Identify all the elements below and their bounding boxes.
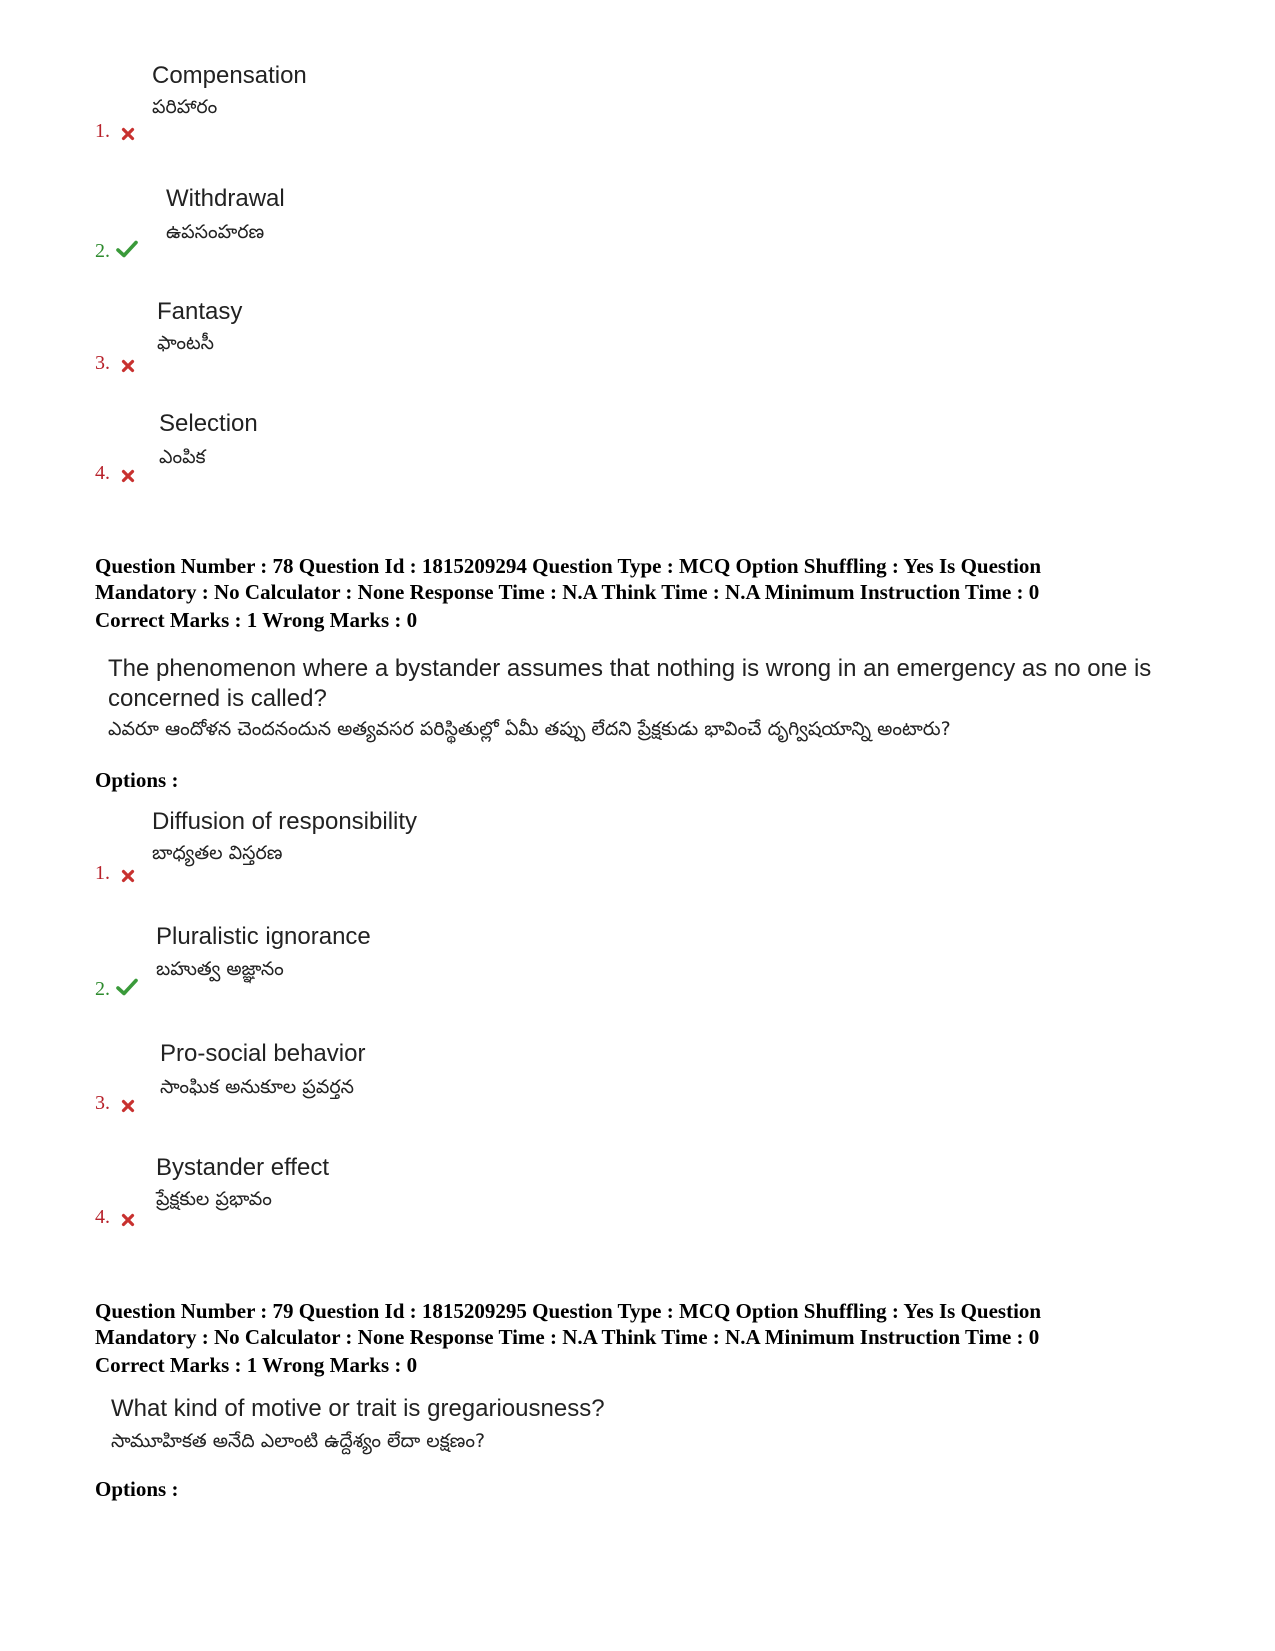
option-text-en: Diffusion of responsibility [152,808,418,835]
options-label: Options : [95,768,179,792]
option-number: 2. [95,240,110,262]
question-text-en: What kind of motive or trait is gregariousness? [111,1395,605,1422]
option-text-te: ప్రేక్షకుల ప్రభావం [156,1188,272,1210]
option-text-te: సాంఘిక అనుకూల ప్రవర్తన [160,1076,354,1098]
question-meta-line: Mandatory : No Calculator : None Response Time : N.A Think Time : N.A Minimum Instruction Time : 0 [95,580,1040,604]
cross-icon [121,469,135,483]
option-text-te: బహుత్వ అజ్ఞానం [156,958,284,980]
option-text-en: Withdrawal [166,185,285,212]
option-number: 4. [95,1206,110,1228]
cross-icon [121,1099,135,1113]
question-meta-line: Mandatory : No Calculator : None Response Time : N.A Think Time : N.A Minimum Instruction Time : 0 [95,1325,1040,1349]
option-text-te: బాధ్యతల విస్తరణ [152,842,283,864]
options-label: Options : [95,1477,179,1501]
option-number: 2. [95,978,110,1000]
option-text-te: ఎంపిక [159,446,206,468]
question-meta-line: Question Number : 78 Question Id : 1815209294 Question Type : MCQ Option Shuffling : Yes Is Question [95,554,1042,578]
option-text-en: Pro-social behavior [160,1040,366,1067]
question-marks: Correct Marks : 1 Wrong Marks : 0 [95,1353,418,1377]
question-marks: Correct Marks : 1 Wrong Marks : 0 [95,608,418,632]
question-text-te: సామూహికత అనేది ఎలాంటి ఉద్దేశ్యం లేదా లక్షణం? [111,1430,486,1452]
cross-icon [121,1213,135,1227]
option-number: 3. [95,352,110,374]
option-number: 1. [95,120,110,142]
cross-icon [121,127,135,141]
question-meta [95,553,1195,605]
option-text-te: ఫాంటసీ [157,332,215,354]
question-meta-line: Question Number : 79 Question Id : 1815209295 Question Type : MCQ Option Shuffling : Yes Is Question [95,1299,1042,1323]
question-text-en: The phenomenon where a bystander assumes that nothing is wrong in an emergency as no one is concerned is called? [108,655,1152,712]
cross-icon [121,869,135,883]
option-text-en: Bystander effect [156,1154,329,1181]
option-text-en: Fantasy [157,298,243,325]
check-icon [116,978,138,996]
option-text-en: Selection [159,410,258,437]
cross-icon [121,359,135,373]
option-number: 4. [95,462,110,484]
option-text-te: ఉపసంహరణ [166,221,265,243]
option-text-en: Pluralistic ignorance [156,923,371,950]
option-text-te: పరిహారం [152,96,218,118]
option-number: 1. [95,862,110,884]
option-number: 3. [95,1092,110,1114]
question-text-te: ఎవరూ ఆందోళన చెందనందున అత్యవసర పరిస్థితుల్లో ఏమీ తప్పు లేదని ప్రేక్షకుడు భావించే దృగ్విషయాన్ని అంటారు? [108,718,951,740]
question-meta [95,1298,1195,1350]
option-text-en: Compensation [152,62,307,89]
check-icon [116,240,138,258]
